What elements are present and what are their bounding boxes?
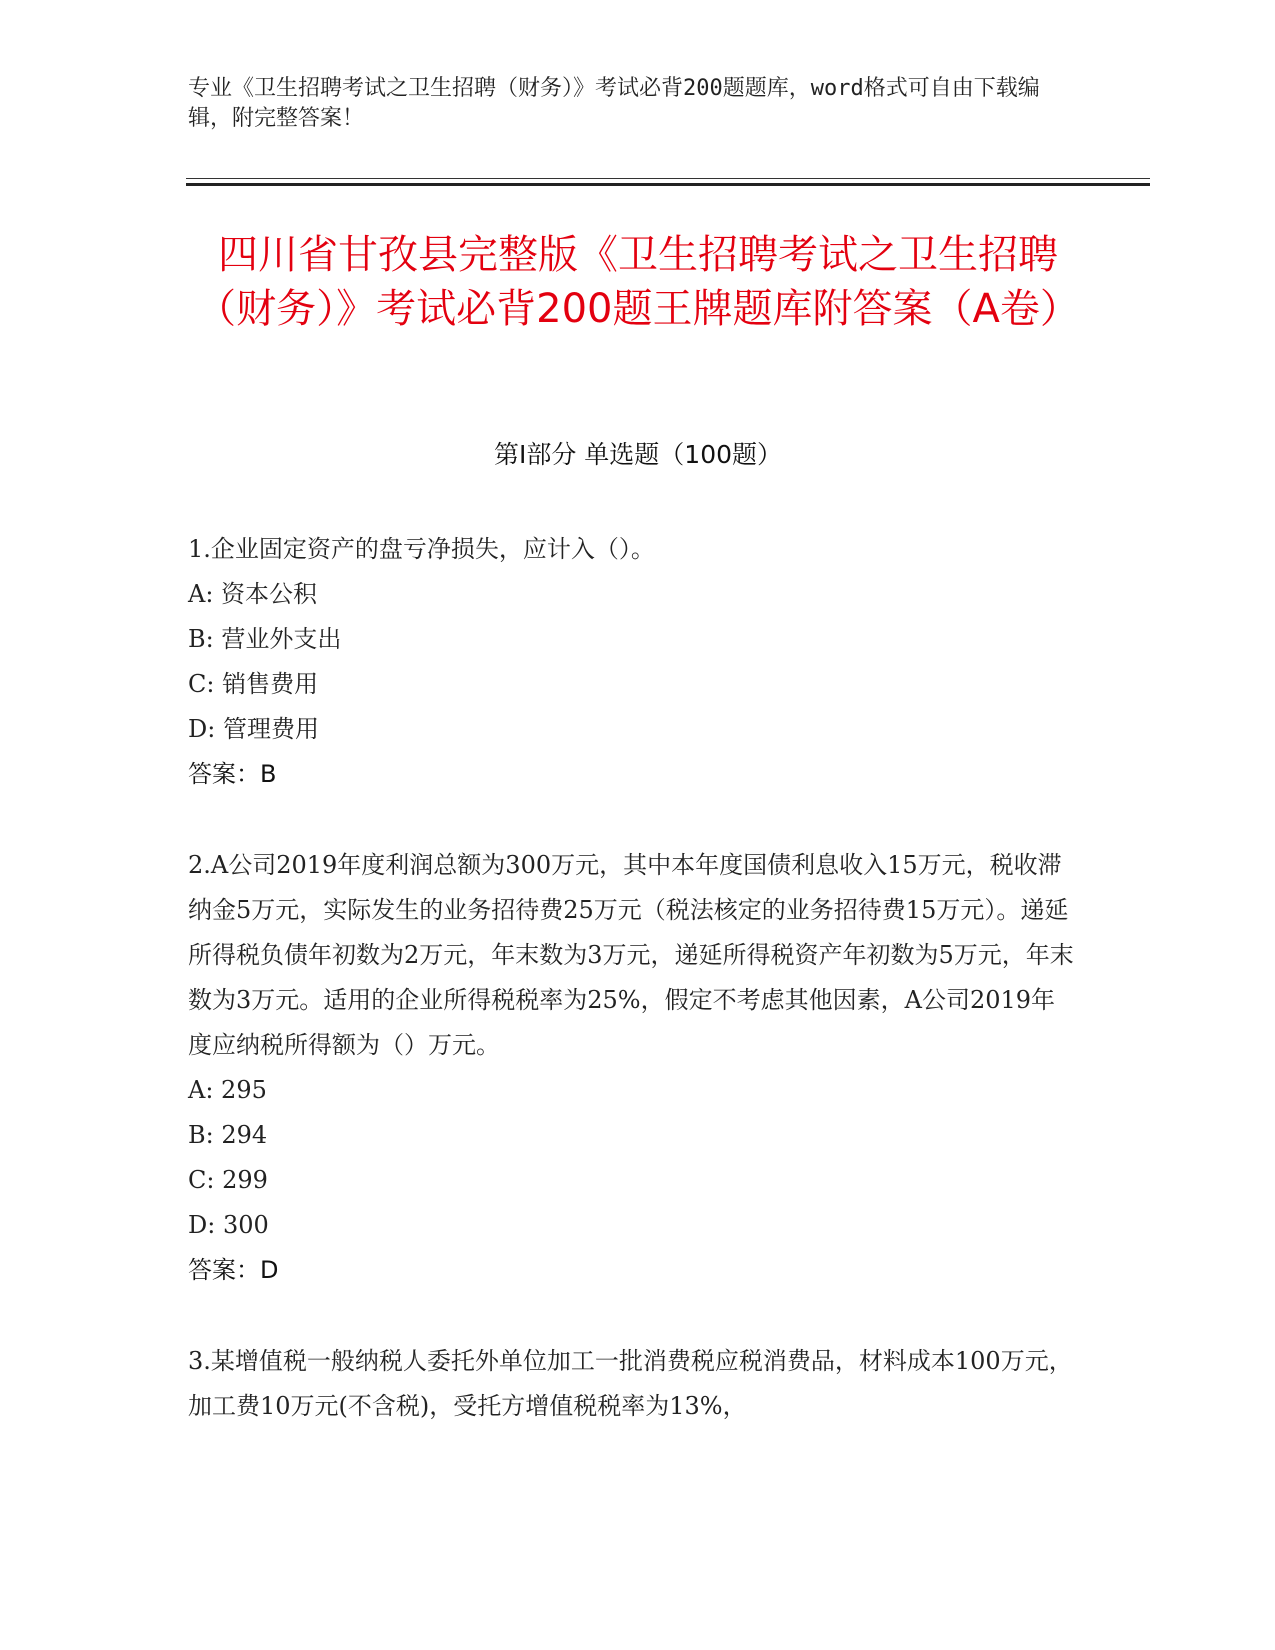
question-2	[188, 843, 1078, 1293]
option-c: C: 销售费用	[188, 670, 319, 698]
question-list	[188, 527, 1078, 1475]
question-stem: 3.某增值税一般纳税人委托外单位加工一批消费税应税消费品，材料成本100万元，加工费10万元(不含税)，受托方增值税税率为13%，	[188, 1347, 1073, 1420]
option-c: C: 299	[188, 1166, 268, 1194]
option-a: A: 资本公积	[188, 580, 318, 608]
header-divider-thin	[186, 178, 1150, 179]
document-title: 四川省甘孜县完整版《卫生招聘考试之卫生招聘（财务）》考试必背200题王牌题库附答案（A卷）	[196, 232, 1080, 332]
option-d: D: 管理费用	[188, 715, 319, 743]
question-stem: 2.A公司2019年度利润总额为300万元，其中本年度国债利息收入15万元，税收滞纳金5万元，实际发生的业务招待费25万元（税法核定的业务招待费15万元）。递延所得税负债年初数为2万元，年末数为3万元，递延所得税资产年初数为5万元，年末数为3万元。适用的企业所得税税率为25%，假定不考虑其他因素，A公司2019年度应纳税所得额为（）万元。	[188, 851, 1074, 1059]
option-b: B: 294	[188, 1121, 268, 1149]
option-b: B: 营业外支出	[188, 625, 342, 653]
answer: 答案：B	[188, 760, 277, 788]
question-1	[188, 527, 1078, 797]
header-divider-thick	[186, 183, 1150, 186]
header-note: 专业《卫生招聘考试之卫生招聘（财务）》考试必背200题题库，word格式可自由下载编辑，附完整答案！	[188, 76, 1040, 131]
question-stem: 1.企业固定资产的盘亏净损失，应计入（）。	[188, 535, 655, 563]
section-title: 第Ⅰ部分 单选题（100题）	[493, 440, 783, 469]
question-3	[188, 1339, 1078, 1429]
option-a: A: 295	[188, 1076, 267, 1104]
option-d: D: 300	[188, 1211, 269, 1239]
answer: 答案：D	[188, 1256, 279, 1284]
